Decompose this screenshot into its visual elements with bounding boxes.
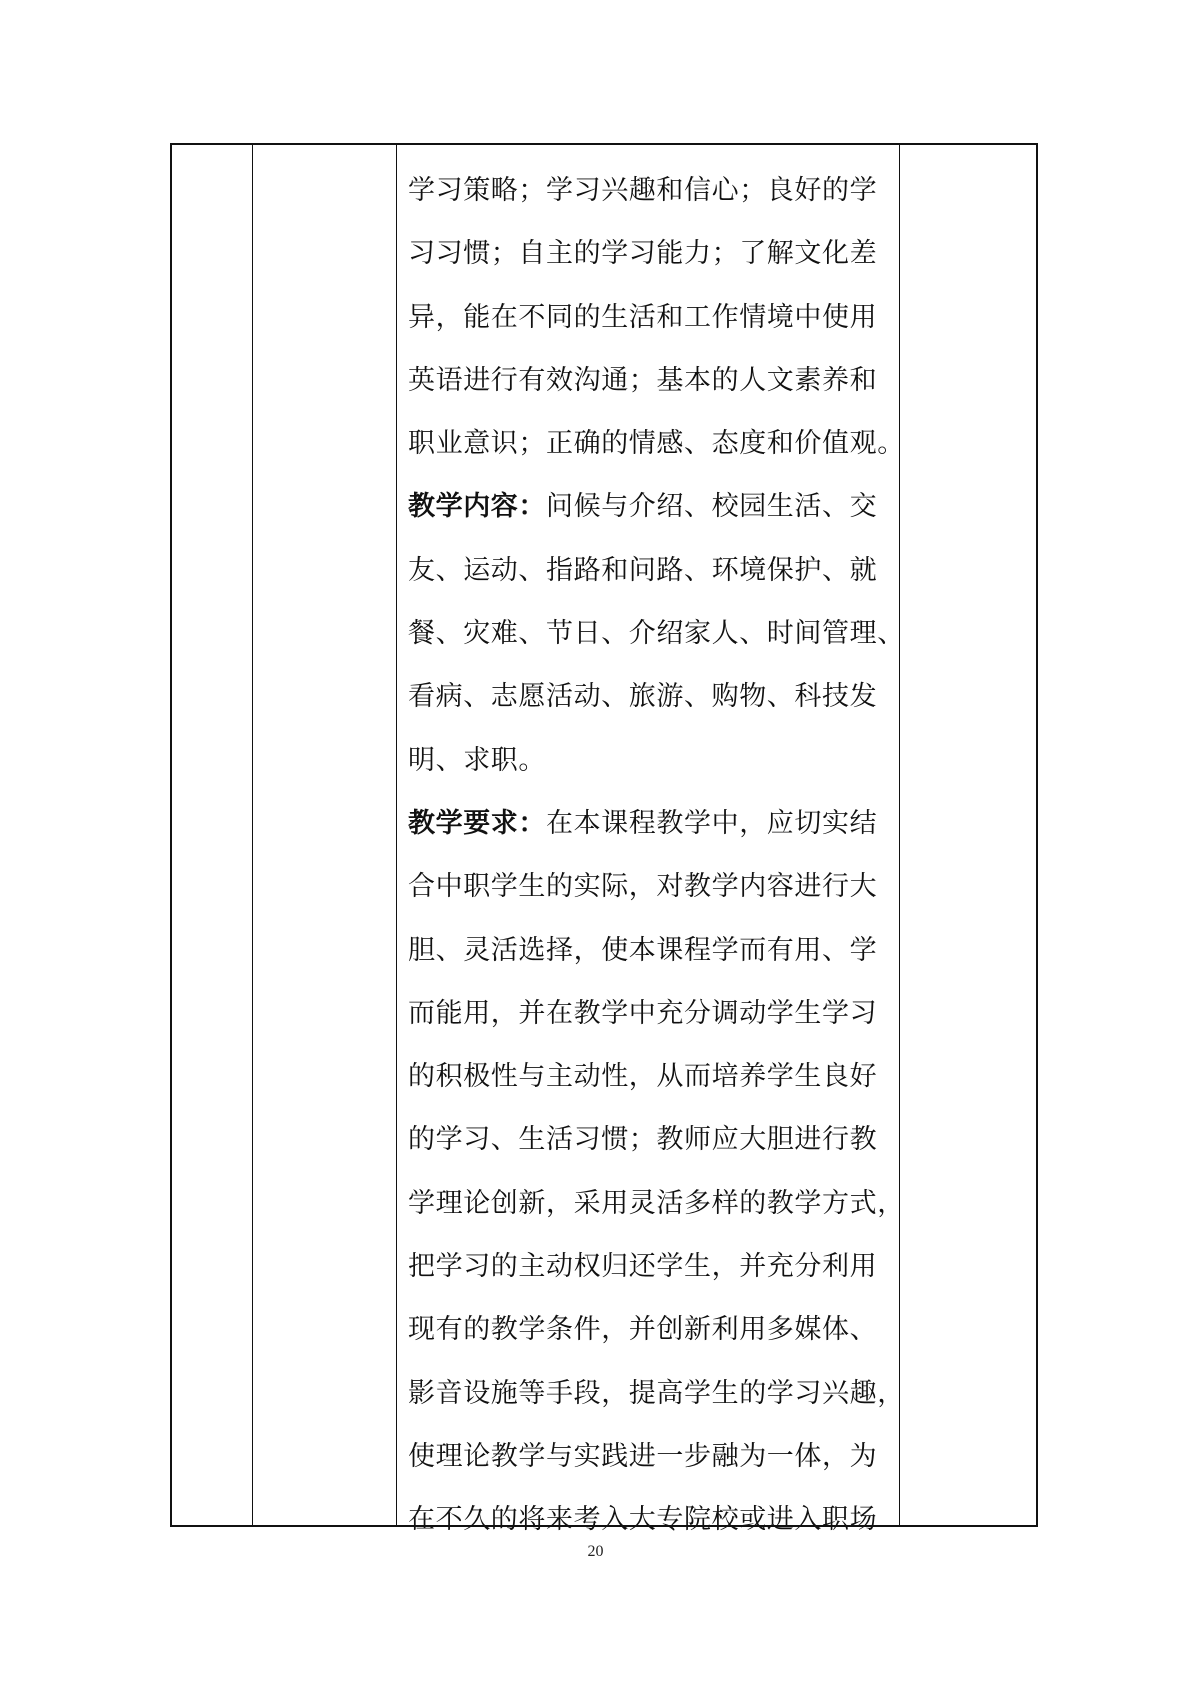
text-line: 的积极性与主动性，从而培养学生良好 bbox=[408, 1061, 878, 1093]
text-line: 把学习的主动权归还学生，并充分利用 bbox=[408, 1251, 878, 1283]
page-number: 20 bbox=[587, 1543, 604, 1560]
teaching-requirements-heading: 教学要求： bbox=[408, 807, 546, 839]
text-line: 合中职学生的实际，对教学内容进行大 bbox=[408, 871, 878, 903]
syllabus-table bbox=[170, 143, 1038, 1536]
table-cell-course-name bbox=[253, 145, 396, 1525]
text-line: 的学习、生活习惯；教师应大胆进行教 bbox=[408, 1124, 878, 1156]
text-line: 明、求职。 bbox=[408, 744, 546, 776]
table-cell-remarks bbox=[900, 145, 1036, 1525]
text-line: 异，能在不同的生活和工作情境中使用 bbox=[408, 301, 878, 333]
text-segment: 在本课程教学中，应切实结 bbox=[546, 807, 878, 839]
teaching-requirements-first-line bbox=[408, 792, 893, 855]
text-line: 而能用，并在教学中充分调动学生学习 bbox=[408, 997, 878, 1029]
text-line: 餐、灾难、节日、介绍家人、时间管理、 bbox=[408, 618, 905, 650]
text-line: 胆、灵活选择，使本课程学而有用、学 bbox=[408, 934, 878, 966]
text-line: 使理论教学与实践进一步融为一体，为 bbox=[408, 1440, 878, 1472]
text-line: 友、运动、指路和问路、环境保护、就 bbox=[408, 554, 878, 586]
text-line: 看病、志愿活动、旅游、购物、科技发 bbox=[408, 681, 878, 713]
column-divider-2 bbox=[396, 145, 397, 1525]
table-cell-index bbox=[172, 145, 252, 1525]
text-segment: 问候与介绍、校园生活、交 bbox=[546, 491, 878, 523]
text-line: 英语进行有效沟通；基本的人文素养和 bbox=[408, 364, 878, 396]
text-line: 在不久的将来考入大专院校或进入职场 bbox=[408, 1504, 878, 1536]
text-line: 影音设施等手段，提高学生的学习兴趣， bbox=[408, 1377, 905, 1409]
table-cell-course-description bbox=[408, 145, 905, 1552]
text-line: 学理论创新，采用灵活多样的教学方式， bbox=[408, 1187, 905, 1219]
text-line: 学习策略；学习兴趣和信心；良好的学 bbox=[408, 175, 878, 206]
teaching-content-first-line bbox=[408, 475, 893, 538]
teaching-content-heading: 教学内容： bbox=[408, 491, 546, 523]
text-line: 习习惯；自主的学习能力；了解文化差 bbox=[408, 238, 878, 270]
text-line: 现有的教学条件，并创新利用多媒体、 bbox=[408, 1314, 878, 1346]
text-line: 职业意识；正确的情感、态度和价值观。 bbox=[408, 428, 905, 460]
